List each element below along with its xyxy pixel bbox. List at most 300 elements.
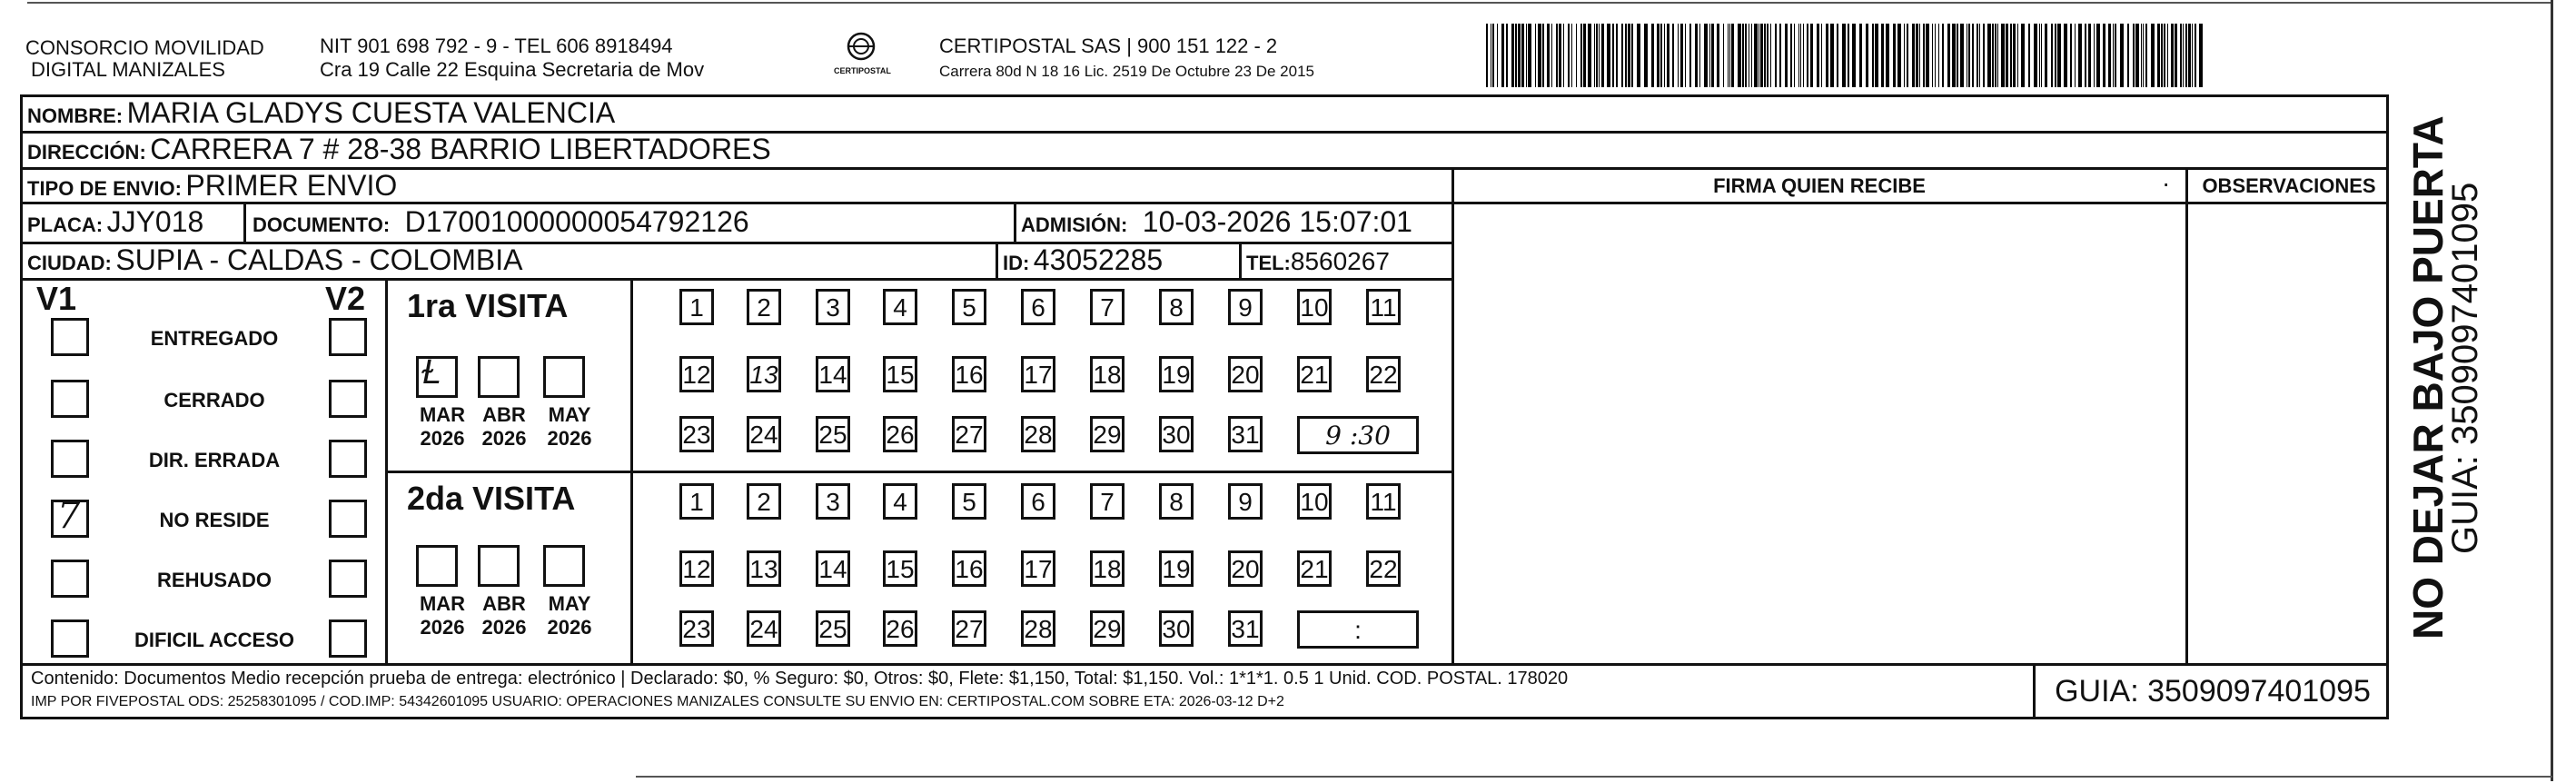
right-cut-line	[2551, 0, 2553, 781]
visit1-day-9[interactable]: 9	[1228, 289, 1263, 325]
barcode-bar	[2151, 24, 2155, 87]
barcode-bar	[1631, 24, 1633, 87]
admission-label: ADMISIÓN:	[1021, 213, 1128, 236]
side-guia-label: GUIA: 3509097401095	[2445, 182, 2485, 554]
barcode-bar	[1912, 24, 1915, 87]
name-value: MARIA GLADYS CUESTA VALENCIA	[126, 96, 616, 129]
barcode-bar	[2088, 24, 2091, 87]
barcode-bar	[1842, 24, 1846, 87]
barcode-bar	[2017, 24, 2018, 87]
barcode-bar	[1680, 24, 1683, 87]
barcode-bar	[2120, 24, 2124, 87]
visit1-day-12[interactable]: 12	[679, 356, 714, 392]
barcode-bar	[1779, 24, 1781, 87]
barcode-bar	[1521, 24, 1524, 87]
barcode-bar	[2175, 24, 2177, 87]
barcode-bar	[1644, 24, 1648, 87]
barcode-bar	[1916, 24, 1918, 87]
barcode-bar	[2045, 24, 2047, 87]
field-divider	[243, 203, 246, 242]
visit2-title: 2da VISITA	[407, 480, 576, 517]
city-field	[27, 243, 522, 277]
visit1-day-17[interactable]: 17	[1021, 356, 1055, 392]
plate-value: JJY018	[106, 205, 204, 238]
barcode-bar	[1678, 24, 1679, 87]
visit1-day-20[interactable]: 20	[1228, 356, 1263, 392]
status-label-no-reside: NO RESIDE	[159, 509, 270, 531]
field-divider	[1014, 203, 1016, 242]
id-field	[1003, 243, 1163, 277]
visit1-day-24[interactable]: 24	[747, 416, 781, 452]
nit-line: NIT 901 698 792 - 9 - TEL 606 8918494	[320, 35, 673, 57]
barcode	[1486, 24, 2213, 87]
visit2-day-7[interactable]: 7	[1090, 483, 1125, 520]
barcode-bar	[1729, 24, 1730, 87]
v1-checkbox[interactable]	[51, 380, 89, 418]
barcode-bar	[1790, 24, 1792, 87]
barcode-bar	[1785, 24, 1788, 87]
visit2-day-3[interactable]: 3	[816, 483, 850, 520]
document-field	[253, 205, 749, 239]
admission-field	[1021, 205, 1412, 239]
barcode-bar	[2161, 24, 2163, 87]
barcode-bar	[1764, 24, 1766, 87]
visit1-time-field[interactable]: 9 :30	[1297, 416, 1419, 454]
barcode-bar	[1711, 24, 1714, 87]
document-label: DOCUMENTO:	[253, 213, 391, 236]
visit1-day-5[interactable]: 5	[952, 289, 986, 325]
visit2-day-6[interactable]: 6	[1021, 483, 1055, 520]
visit1-day-16[interactable]: 16	[952, 356, 986, 392]
barcode-bar	[1848, 24, 1849, 87]
barcode-bar	[1875, 24, 1878, 87]
v1-label: V1	[36, 280, 77, 317]
visit2-month-checkbox-mar[interactable]	[416, 545, 458, 587]
signature-area[interactable]	[1455, 205, 2184, 661]
visit1-month-checkbox-may[interactable]	[543, 356, 585, 398]
barcode-bar	[1731, 24, 1734, 87]
visit2-day-25[interactable]: 25	[816, 610, 850, 647]
shipping-type-value: PRIMER ENVIO	[185, 169, 398, 202]
city-label: CIUDAD:	[27, 252, 112, 274]
barcode-bar	[1852, 24, 1856, 87]
shipping-type-row	[27, 169, 397, 203]
visit2-year-label: 2026	[547, 616, 592, 639]
visit1-year-label: 2026	[547, 427, 592, 450]
visit2-day-28[interactable]: 28	[1021, 610, 1055, 647]
document-value: D17001000000054792126	[404, 205, 749, 238]
barcode-bar	[1542, 24, 1544, 87]
barcode-bar	[1972, 24, 1974, 87]
barcode-bar	[2051, 24, 2053, 87]
visit2-time-field[interactable]: :	[1297, 610, 1419, 649]
barcode-bar	[2028, 24, 2030, 87]
visit1-title: 1ra VISITA	[407, 287, 569, 324]
barcode-bar	[2157, 24, 2160, 87]
visit2-day-14[interactable]: 14	[816, 550, 850, 587]
barcode-bar	[1596, 24, 1598, 87]
barcode-bar	[1800, 24, 1801, 87]
visit1-day-19[interactable]: 19	[1159, 356, 1194, 392]
barcode-bar	[1798, 24, 1799, 87]
barcode-bar	[1794, 24, 1795, 87]
certipostal-address: Carrera 80d N 18 16 Lic. 2519 De Octubre 23 De 2015	[939, 63, 1314, 80]
visit1-day-7[interactable]: 7	[1090, 289, 1125, 325]
visit2-day-8[interactable]: 8	[1159, 483, 1194, 520]
barcode-bar	[1742, 24, 1744, 87]
barcode-bar	[1968, 24, 1970, 87]
observations-label: OBSERVACIONES	[2202, 174, 2376, 197]
barcode-bar	[1637, 24, 1640, 87]
barcode-bar	[1872, 24, 1874, 87]
visit2-day-4[interactable]: 4	[883, 483, 917, 520]
barcode-bar	[2199, 24, 2203, 87]
barcode-bar	[1547, 24, 1550, 87]
barcode-bar	[1616, 24, 1618, 87]
barcode-bar	[2001, 24, 2005, 87]
barcode-bar	[2034, 24, 2037, 87]
barcode-bar	[2013, 24, 2016, 87]
visit2-year-label: 2026	[481, 616, 527, 639]
address-row	[27, 133, 771, 166]
barcode-bar	[1528, 24, 1531, 87]
signature-left-divider	[1451, 167, 1454, 665]
barcode-bar	[2075, 24, 2076, 87]
barcode-bar	[1492, 24, 1494, 87]
barcode-bar	[1628, 24, 1630, 87]
certipostal-logo	[834, 31, 891, 75]
barcode-bar	[1723, 24, 1724, 87]
shipping-type-label: TIPO DE ENVIO:	[27, 177, 182, 200]
v1-checkbox[interactable]	[51, 440, 89, 478]
barcode-bar	[2185, 24, 2187, 87]
visit1-day-23[interactable]: 23	[679, 416, 714, 452]
footer-guia-divider	[2033, 663, 2036, 719]
barcode-bar	[1767, 24, 1769, 87]
barcode-bar	[2078, 24, 2082, 87]
v2-checkbox[interactable]	[329, 500, 367, 538]
visit1-day-30[interactable]: 30	[1159, 416, 1194, 452]
barcode-bar	[1923, 24, 1925, 87]
visit2-day-17[interactable]: 17	[1021, 550, 1055, 587]
signature-header-divider	[1451, 202, 2389, 204]
visit2-day-1[interactable]: 1	[679, 483, 714, 520]
barcode-bar	[1751, 24, 1752, 87]
barcode-bar	[1947, 24, 1950, 87]
visit1-day-4[interactable]: 4	[883, 289, 917, 325]
barcode-bar	[1904, 24, 1905, 87]
visit1-day-25[interactable]: 25	[816, 416, 850, 452]
barcode-bar	[2103, 24, 2105, 87]
barcode-bar	[1535, 24, 1536, 87]
barcode-bar	[1672, 24, 1674, 87]
barcode-bar	[1938, 24, 1939, 87]
visit2-day-13[interactable]: 13	[747, 550, 781, 587]
visit1-day-31[interactable]: 31	[1228, 416, 1263, 452]
barcode-bar	[1515, 24, 1517, 87]
barcode-bar	[1826, 24, 1828, 87]
visit1-day-28[interactable]: 28	[1021, 416, 1055, 452]
signature-dot: ·	[2162, 169, 2171, 197]
visit1-day-15[interactable]: 15	[883, 356, 917, 392]
barcode-bar	[2135, 24, 2139, 87]
barcode-bar	[2188, 24, 2191, 87]
barcode-bar	[1518, 24, 1521, 87]
id-value: 43052285	[1033, 243, 1164, 276]
visit2-day-19[interactable]: 19	[1159, 550, 1194, 587]
barcode-bar	[1689, 24, 1691, 87]
barcode-bar	[1497, 24, 1498, 87]
name-row	[27, 96, 615, 130]
barcode-bar	[1807, 24, 1808, 87]
barcode-bar	[1607, 24, 1610, 87]
v2-checkbox[interactable]	[329, 560, 367, 598]
visit1-month-checkbox-abr[interactable]	[478, 356, 520, 398]
handwritten-mark: Ɫ	[422, 353, 442, 392]
visit1-day-29[interactable]: 29	[1090, 416, 1125, 452]
barcode-bar	[2127, 24, 2129, 87]
visit1-day-22[interactable]: 22	[1366, 356, 1401, 392]
visit2-day-22[interactable]: 22	[1366, 550, 1401, 587]
tel-value: 8560267	[1290, 247, 1390, 275]
visit2-day-27[interactable]: 27	[952, 610, 986, 647]
barcode-bar	[2133, 24, 2135, 87]
visit2-day-23[interactable]: 23	[679, 610, 714, 647]
barcode-bar	[2070, 24, 2072, 87]
barcode-bar	[1506, 24, 1508, 87]
visit-days-divider	[630, 278, 633, 665]
visit1-day-26[interactable]: 26	[883, 416, 917, 452]
barcode-bar	[1526, 24, 1527, 87]
visit2-month-checkbox-may[interactable]	[543, 545, 585, 587]
barcode-bar	[1977, 24, 1978, 87]
barcode-bar	[1770, 24, 1771, 87]
admission-value: 10-03-2026 15:07:01	[1142, 205, 1412, 238]
barcode-bar	[1667, 24, 1669, 87]
barcode-bar	[2164, 24, 2165, 87]
barcode-bar	[2021, 24, 2025, 87]
field-divider	[1239, 242, 1242, 280]
barcode-bar	[1594, 24, 1595, 87]
barcode-bar	[1817, 24, 1819, 87]
barcode-bar	[1583, 24, 1586, 87]
v1-checkbox[interactable]	[51, 318, 89, 356]
barcode-bar	[1728, 24, 1729, 87]
barcode-bar	[1893, 24, 1896, 87]
top-cut-line	[27, 2, 2552, 4]
visit1-day-27[interactable]: 27	[952, 416, 986, 452]
visit2-day-15[interactable]: 15	[883, 550, 917, 587]
visit1-day-2[interactable]: 2	[747, 289, 781, 325]
visit1-month-checkbox-mar[interactable]	[416, 353, 458, 398]
barcode-bar	[2167, 24, 2168, 87]
v2-checkbox[interactable]	[329, 318, 367, 356]
barcode-bar	[2055, 24, 2056, 87]
visit1-year-label: 2026	[481, 427, 527, 450]
visit1-year-label: 2026	[420, 427, 465, 450]
barcode-bar	[2085, 24, 2086, 87]
visit1-day-6[interactable]: 6	[1021, 289, 1055, 325]
visit2-day-31[interactable]: 31	[1228, 610, 1263, 647]
observations-divider	[2185, 167, 2188, 665]
barcode-bar	[2096, 24, 2100, 87]
barcode-bar	[1886, 24, 1889, 87]
visit2-day-26[interactable]: 26	[883, 610, 917, 647]
visit1-month-label: ABR	[482, 403, 526, 426]
footer-guia: GUIA: 3509097401095	[2055, 674, 2371, 709]
barcode-bar	[2108, 24, 2111, 87]
visit2-day-18[interactable]: 18	[1090, 550, 1125, 587]
barcode-bar	[2143, 24, 2144, 87]
barcode-bar	[2006, 24, 2008, 87]
barcode-bar	[1992, 24, 1994, 87]
barcode-bar	[1987, 24, 1991, 87]
v2-checkbox[interactable]	[329, 619, 367, 658]
barcode-bar	[1621, 24, 1623, 87]
visit2-day-20[interactable]: 20	[1228, 550, 1263, 587]
visit1-day-1[interactable]: 1	[679, 289, 714, 325]
barcode-bar	[1907, 24, 1908, 87]
barcode-bar	[1942, 24, 1944, 87]
v1-checkbox[interactable]	[51, 619, 89, 658]
visit1-month-label: MAR	[419, 403, 466, 426]
visit1-day-21[interactable]: 21	[1297, 356, 1332, 392]
v1-checkbox[interactable]	[51, 560, 89, 598]
barcode-bar	[1926, 24, 1929, 87]
barcode-bar	[2171, 24, 2174, 87]
v2-checkbox[interactable]	[329, 380, 367, 418]
visit2-day-16[interactable]: 16	[952, 550, 986, 587]
barcode-bar	[1881, 24, 1884, 87]
visit2-month-checkbox-abr[interactable]	[478, 545, 520, 587]
tel-label: TEL:	[1246, 252, 1291, 274]
barcode-bar	[1551, 24, 1552, 87]
barcode-bar	[1576, 24, 1577, 87]
visit1-day-13[interactable]: 13	[747, 356, 781, 392]
visit1-day-3[interactable]: 3	[816, 289, 850, 325]
no-dejar-bajo-puerta-label: NO DEJAR BAJO PUERTA	[2404, 115, 2452, 639]
barcode-bar	[1995, 24, 1996, 87]
barcode-bar	[1979, 24, 1980, 87]
visit2-month-label: MAR	[419, 592, 466, 615]
barcode-bar	[1501, 24, 1504, 87]
barcode-bar	[2064, 24, 2067, 87]
visit2-day-9[interactable]: 9	[1228, 483, 1263, 520]
visit2-day-5[interactable]: 5	[952, 483, 986, 520]
v2-checkbox[interactable]	[329, 440, 367, 478]
signature-label: FIRMA QUIEN RECIBE	[1713, 174, 1926, 197]
visit2-day-2[interactable]: 2	[747, 483, 781, 520]
visit2-day-12[interactable]: 12	[679, 550, 714, 587]
visit1-day-11[interactable]: 11	[1366, 289, 1401, 325]
barcode-bar	[1568, 24, 1570, 87]
company-name-line2: DIGITAL MANIZALES	[31, 58, 225, 81]
visit2-month-label: MAY	[548, 592, 591, 615]
bottom-cut-line	[636, 776, 2552, 778]
barcode-bar	[2057, 24, 2061, 87]
barcode-bar	[1830, 24, 1834, 87]
visit2-day-29[interactable]: 29	[1090, 610, 1125, 647]
footer-content-line: Contenido: Documentos Medio recepción prueba de entrega: electrónico | Declarado: $0, % Seguro: $0, Otros: $0, Flete: $1,150, Total: $1,150. Vol.: 1*1*1. 0.5 1 Unid. COD. POSTAL. 178020	[31, 669, 1569, 689]
barcode-bar	[1556, 24, 1558, 87]
visit1-day-10[interactable]: 10	[1297, 289, 1332, 325]
visit2-day-30[interactable]: 30	[1159, 610, 1194, 647]
id-label: ID:	[1003, 252, 1030, 274]
barcode-bar	[1866, 24, 1868, 87]
barcode-bar	[1745, 24, 1747, 87]
status-label-dir-errada: DIR. ERRADA	[148, 449, 281, 471]
barcode-bar	[2010, 24, 2012, 87]
barcode-bar	[1952, 24, 1956, 87]
observations-area[interactable]	[2189, 205, 2387, 661]
barcode-bar	[2115, 24, 2116, 87]
visit2-day-11[interactable]: 11	[1366, 483, 1401, 520]
visit2-day-10[interactable]: 10	[1297, 483, 1332, 520]
barcode-bar	[1559, 24, 1561, 87]
company-address: Cra 19 Calle 22 Esquina Secretaria de Mov	[320, 58, 705, 81]
footer-imp-line: IMP POR FIVEPOSTAL ODS: 25258301095 / COD.IMP: 54342601095 USUARIO: OPERACIONES MANIZALES CONSULTE SU ENVIO EN: CERTIPOSTAL.COM SOBRE ETA: 2026-03-12 D+2	[31, 694, 1284, 709]
barcode-bar	[1803, 24, 1804, 87]
barcode-bar	[1821, 24, 1822, 87]
visit1-day-18[interactable]: 18	[1090, 356, 1125, 392]
visit-divider	[385, 471, 1453, 473]
v1-checkbox[interactable]	[51, 495, 89, 538]
barcode-bar	[1709, 24, 1710, 87]
barcode-bar	[1960, 24, 1964, 87]
barcode-bar	[1601, 24, 1604, 87]
barcode-bar	[1660, 24, 1662, 87]
field-divider	[996, 242, 998, 280]
certipostal-line: CERTIPOSTAL SAS | 900 151 122 - 2	[939, 35, 1278, 57]
certipostal-logo-icon	[843, 31, 879, 65]
visit1-day-14[interactable]: 14	[816, 356, 850, 392]
barcode-bar	[1919, 24, 1920, 87]
barcode-bar	[1563, 24, 1564, 87]
barcode-bar	[1775, 24, 1777, 87]
barcode-bar	[1486, 24, 1488, 87]
barcode-bar	[1685, 24, 1686, 87]
visit2-month-label: ABR	[482, 592, 526, 615]
plate-field	[27, 205, 203, 239]
barcode-bar	[2141, 24, 2142, 87]
logo-text: CERTIPOSTAL	[834, 66, 891, 75]
v2-label: V2	[325, 280, 366, 317]
barcode-bar	[1612, 24, 1614, 87]
barcode-bar	[1657, 24, 1660, 87]
barcode-bar	[2180, 24, 2182, 87]
status-label-entregado: ENTREGADO	[150, 327, 279, 350]
address-value: CARRERA 7 # 28-38 BARRIO LIBERTADORES	[150, 133, 771, 165]
barcode-bar	[1738, 24, 1741, 87]
barcode-bar	[1935, 24, 1936, 87]
barcode-bar	[1580, 24, 1582, 87]
barcode-bar	[1859, 24, 1862, 87]
barcode-bar	[1588, 24, 1591, 87]
barcode-bar	[1699, 24, 1700, 87]
barcode-bar	[1897, 24, 1901, 87]
barcode-bar	[1983, 24, 1985, 87]
barcode-bar	[1538, 24, 1541, 87]
barcode-bar	[1717, 24, 1719, 87]
visit2-day-21[interactable]: 21	[1297, 550, 1332, 587]
visit1-day-8[interactable]: 8	[1159, 289, 1194, 325]
barcode-bar	[2041, 24, 2042, 87]
barcode-bar	[1625, 24, 1627, 87]
visit1-month-label: MAY	[548, 403, 591, 426]
barcode-bar	[2094, 24, 2095, 87]
visit2-day-24[interactable]: 24	[747, 610, 781, 647]
barcode-bar	[1704, 24, 1708, 87]
